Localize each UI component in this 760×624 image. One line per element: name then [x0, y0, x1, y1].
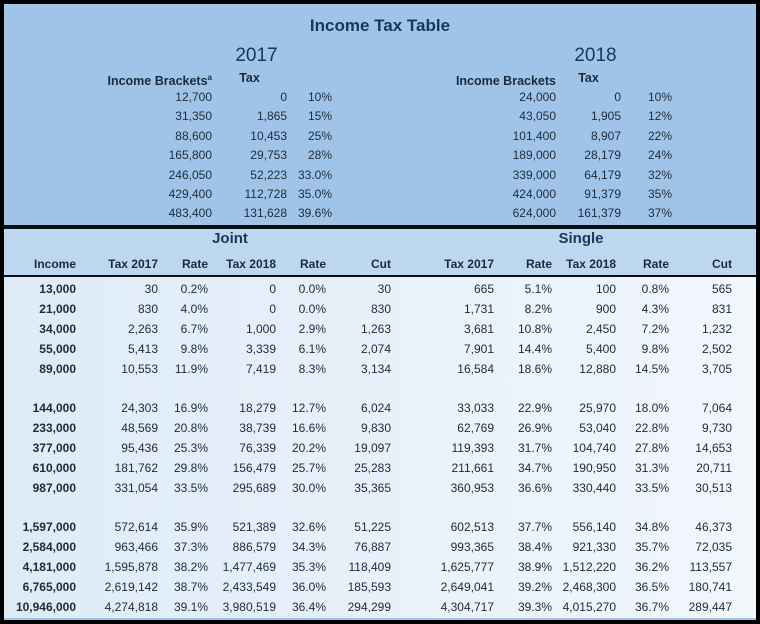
joint-rate-2017-value: 39.1% [173, 600, 208, 614]
tax-value: 1,905 [590, 109, 621, 124]
income-value: 233,000 [32, 421, 76, 435]
single-tax-2017-value: 2,649,041 [440, 580, 494, 594]
income-value: 144,000 [32, 401, 76, 415]
header-single-tax-2018: Tax 2018 [566, 257, 616, 271]
tax-value: 29,753 [250, 148, 287, 163]
table-row [4, 339, 756, 359]
single-rate-2018-value: 36.5% [634, 580, 669, 594]
joint-cut-value: 9,830 [360, 421, 391, 435]
year-row-2018 [376, 44, 672, 68]
single-cut-value: 113,557 [689, 560, 732, 574]
bracket-value: 31,350 [175, 109, 212, 124]
single-cut-value: 180,741 [688, 580, 732, 594]
single-tax-2018-value: 12,880 [579, 362, 616, 376]
bracket-row [376, 127, 672, 146]
bracket-value: 339,000 [512, 167, 556, 182]
year-row-2017 [34, 44, 332, 68]
joint-tax-2017-value: 181,762 [114, 461, 158, 475]
joint-rate-2018-value: 6.1% [298, 342, 326, 356]
header-single-tax-2017: Tax 2017 [444, 257, 494, 271]
income-value: 1,597,000 [22, 520, 76, 534]
joint-cut-value: 3,134 [360, 362, 391, 376]
joint-tax-2017-value: 963,466 [114, 540, 158, 554]
single-tax-2018-value: 2,468,300 [562, 580, 616, 594]
single-rate-2017-value: 39.3% [517, 600, 552, 614]
single-cut-value: 30,513 [695, 481, 732, 495]
single-rate-2017-value: 38.4% [517, 540, 552, 554]
single-group-label: Single [558, 230, 604, 247]
bracket-row [34, 146, 332, 165]
single-rate-2018-value: 0.8% [641, 282, 669, 296]
joint-rate-2018-value: 8.3% [298, 362, 326, 376]
joint-rate-2017-value: 11.9% [174, 362, 208, 376]
rate-value: 33.0% [297, 167, 332, 182]
single-tax-2018-value: 53,040 [579, 421, 616, 435]
single-rate-2018-value: 22.8% [634, 421, 669, 435]
joint-tax-2017-value: 48,569 [121, 421, 158, 435]
rate-value: 15% [307, 109, 332, 124]
single-rate-2017-value: 31.7% [517, 441, 552, 455]
joint-tax-2018-value: 0 [269, 302, 276, 316]
single-tax-2017-value: 16,584 [457, 362, 494, 376]
table-row [4, 398, 756, 418]
table-row [4, 418, 756, 438]
joint-tax-2018-value: 7,419 [245, 362, 276, 376]
tax-value: 0 [614, 90, 621, 104]
bracket-value: 24,000 [519, 90, 556, 104]
single-tax-2017-value: 119,393 [451, 441, 494, 455]
rate-value: 25% [307, 128, 332, 143]
single-tax-2017-value: 993,365 [450, 540, 494, 554]
single-tax-2018-value: 900 [595, 302, 616, 316]
tax-value: 8,907 [590, 128, 621, 143]
single-cut-value: 14,653 [695, 441, 732, 455]
single-rate-2018-value: 9.8% [641, 342, 669, 356]
header-joint-rate-2017: Rate [181, 257, 208, 271]
single-tax-2018-value: 1,512,220 [562, 560, 616, 574]
brackets-rows-2017 [34, 88, 332, 224]
single-tax-2018-value: 190,950 [572, 461, 616, 475]
tax-value: 10,453 [250, 128, 287, 143]
joint-cut-value: 19,097 [354, 441, 391, 455]
joint-rate-2017-value: 38.2% [173, 560, 208, 574]
joint-cut-value: 118,409 [348, 560, 391, 574]
income-value: 13,000 [39, 282, 76, 296]
joint-tax-2018-value: 76,339 [239, 441, 276, 455]
rate-value: 22% [647, 128, 672, 143]
joint-tax-2018-value: 0 [269, 282, 276, 296]
single-tax-2017-value: 665 [473, 282, 494, 296]
single-rate-2018-value: 27.8% [634, 441, 669, 455]
single-tax-2017-value: 1,731 [463, 302, 494, 316]
rate-value: 12% [647, 109, 672, 124]
bracket-row [34, 166, 332, 185]
bracket-row [34, 185, 332, 204]
comparison-header-band [4, 229, 756, 275]
income-value: 21,000 [39, 302, 76, 316]
joint-tax-2017-value: 331,054 [114, 481, 158, 495]
bracket-row [34, 204, 332, 223]
single-tax-2017-value: 62,769 [457, 421, 494, 435]
joint-rate-2018-value: 36.4% [291, 600, 326, 614]
tax-value: 1,865 [256, 109, 287, 124]
single-rate-2018-value: 35.7% [634, 540, 669, 554]
bracket-value: 624,000 [512, 206, 556, 221]
single-cut-value: 565 [711, 282, 732, 296]
single-rate-2018-value: 14.5% [634, 362, 669, 376]
table-row [4, 597, 756, 617]
single-tax-2017-value: 3,681 [463, 322, 494, 336]
single-cut-value: 1,232 [701, 322, 732, 336]
income-value: 377,000 [32, 441, 76, 455]
header-joint-rate-2018: Rate [299, 257, 326, 271]
single-tax-2018-value: 330,440 [572, 481, 616, 495]
joint-rate-2017-value: 6.7% [180, 322, 208, 336]
rate-value: 35.0% [297, 186, 332, 201]
single-cut-value: 831 [711, 302, 732, 316]
joint-tax-2018-value: 2,433,549 [222, 580, 276, 594]
brackets-header-row-2018 [376, 68, 672, 88]
comparison-column-headers [4, 253, 732, 275]
brackets-column-header: Income Brackets$^a$ [107, 73, 212, 89]
income-value: 2,584,000 [22, 540, 76, 554]
single-cut-value: 2,502 [701, 342, 732, 356]
single-tax-2018-value: 2,450 [585, 322, 616, 336]
joint-rate-2017-value: 4.0% [180, 302, 208, 316]
brackets-rows-2018 [376, 88, 672, 224]
brackets-table-2018 [376, 42, 672, 224]
table-row [4, 438, 756, 458]
bracket-row [376, 166, 672, 185]
tax-column-header: Tax [239, 71, 260, 85]
joint-cut-value: 1,263 [360, 322, 391, 336]
single-cut-value: 289,447 [688, 600, 732, 614]
joint-tax-2017-value: 10,553 [121, 362, 158, 376]
single-cut-value: 3,705 [701, 362, 732, 376]
page-title: Income Tax Table [309, 16, 451, 35]
single-tax-2017-value: 33,033 [457, 401, 494, 415]
single-rate-2018-value: 31.3% [634, 461, 669, 475]
joint-tax-2018-value: 38,739 [239, 421, 276, 435]
joint-cut-value: 35,365 [354, 481, 391, 495]
joint-tax-2017-value: 1,595,878 [104, 560, 158, 574]
bracket-value: 165,800 [168, 148, 212, 163]
rate-value: 32% [647, 167, 672, 182]
joint-group-label: Joint [212, 230, 248, 247]
single-tax-2018-value: 921,330 [572, 540, 616, 554]
joint-rate-2017-value: 38.7% [173, 580, 208, 594]
single-tax-2018-value: 100 [595, 282, 616, 296]
single-rate-2018-value: 33.5% [634, 481, 669, 495]
single-tax-2018-value: 5,400 [585, 342, 616, 356]
single-rate-2017-value: 34.7% [517, 461, 552, 475]
joint-cut-value: 6,024 [360, 401, 391, 415]
header-single-cut: Cut [712, 257, 732, 271]
year-label-2018: 2018 [574, 45, 617, 66]
joint-rate-2018-value: 30.0% [291, 481, 326, 495]
joint-rate-2017-value: 35.9% [173, 520, 208, 534]
joint-tax-2018-value: 1,477,469 [222, 560, 276, 574]
bracket-row [376, 204, 672, 223]
joint-rate-2017-value: 0.2% [180, 282, 208, 296]
header-joint-cut: Cut [371, 257, 391, 271]
bracket-value: 429,400 [168, 186, 212, 201]
bracket-row [34, 107, 332, 126]
joint-tax-2017-value: 24,303 [121, 401, 158, 415]
joint-tax-2018-value: 156,479 [232, 461, 276, 475]
income-value: 10,946,000 [15, 600, 76, 614]
joint-tax-2017-value: 95,436 [121, 441, 158, 455]
joint-cut-value: 185,593 [347, 580, 391, 594]
single-tax-2017-value: 1,625,777 [440, 560, 494, 574]
single-tax-2017-value: 360,953 [450, 481, 494, 495]
single-cut-value: 72,035 [695, 540, 732, 554]
single-rate-2018-value: 18.0% [634, 401, 669, 415]
joint-tax-2018-value: 1,000 [245, 322, 276, 336]
table-row [4, 458, 756, 478]
single-tax-2017-value: 4,304,717 [440, 600, 494, 614]
single-cut-value: 7,064 [701, 401, 732, 415]
bracket-value: 246,050 [168, 167, 212, 182]
joint-rate-2018-value: 0.0% [298, 302, 326, 316]
table-row [4, 478, 756, 498]
tax-value: 64,179 [584, 167, 621, 182]
joint-rate-2018-value: 32.6% [291, 520, 326, 534]
bracket-row [376, 146, 672, 165]
single-rate-2018-value: 36.7% [634, 600, 669, 614]
joint-cut-value: 830 [370, 302, 391, 316]
rate-value: 39.6% [297, 206, 332, 221]
tax-value: 112,728 [244, 186, 287, 201]
single-rate-2017-value: 18.6% [517, 362, 552, 376]
joint-tax-2017-value: 4,274,818 [104, 600, 158, 614]
rate-value: 35% [647, 186, 672, 201]
bracket-value: 101,400 [512, 128, 556, 143]
joint-tax-2018-value: 886,579 [232, 540, 276, 554]
table-row [4, 299, 756, 319]
joint-rate-2017-value: 37.3% [173, 540, 208, 554]
bracket-row [376, 185, 672, 204]
income-value: 610,000 [32, 461, 76, 475]
joint-rate-2017-value: 29.8% [173, 461, 208, 475]
joint-tax-2017-value: 5,413 [127, 342, 158, 356]
joint-rate-2017-value: 20.8% [173, 421, 208, 435]
joint-tax-2018-value: 295,689 [232, 481, 276, 495]
joint-rate-2018-value: 12.7% [291, 401, 326, 415]
joint-tax-2017-value: 30 [144, 282, 158, 296]
table-row [4, 319, 756, 339]
income-value: 55,000 [39, 342, 76, 356]
single-cut-value: 20,711 [696, 461, 732, 475]
bracket-row [34, 127, 332, 146]
brackets-table-2017 [34, 42, 332, 224]
joint-cut-value: 2,074 [360, 342, 391, 356]
year-label-2017: 2017 [235, 45, 278, 66]
single-cut-value: 9,730 [701, 421, 732, 435]
single-tax-2018-value: 4,015,270 [562, 600, 616, 614]
bracket-value: 189,000 [512, 148, 556, 163]
tax-value: 131,628 [243, 206, 287, 221]
joint-tax-2017-value: 830 [137, 302, 158, 316]
joint-cut-value: 51,225 [354, 520, 391, 534]
tax-value: 91,379 [584, 186, 621, 201]
single-tax-2018-value: 104,740 [572, 441, 616, 455]
single-rate-2018-value: 4.3% [641, 302, 669, 316]
rate-value: 37% [647, 206, 672, 221]
joint-tax-2018-value: 3,339 [245, 342, 276, 356]
income-value: 4,181,000 [22, 560, 76, 574]
bracket-row [34, 88, 332, 107]
joint-cut-value: 76,887 [354, 540, 391, 554]
single-tax-2017-value: 602,513 [450, 520, 494, 534]
rate-value: 24% [647, 148, 672, 163]
joint-rate-2018-value: 2.9% [298, 322, 326, 336]
joint-tax-2017-value: 572,614 [114, 520, 158, 534]
bracket-value: 424,000 [512, 186, 556, 201]
joint-rate-2018-value: 36.0% [291, 580, 326, 594]
tax-value: 52,223 [250, 167, 287, 182]
single-rate-2017-value: 36.6% [517, 481, 552, 495]
single-rate-2018-value: 34.8% [634, 520, 669, 534]
rate-value: 10% [647, 90, 672, 104]
brackets-section [4, 4, 756, 225]
bracket-value: 43,050 [519, 109, 556, 124]
rate-value: 10% [307, 90, 332, 104]
joint-rate-2018-value: 25.7% [291, 461, 326, 475]
single-rate-2017-value: 39.2% [517, 580, 552, 594]
joint-cut-value: 30 [377, 282, 391, 296]
joint-rate-2018-value: 20.2% [291, 441, 326, 455]
single-rate-2017-value: 14.4% [517, 342, 552, 356]
single-tax-2017-value: 211,661 [451, 461, 494, 475]
table-row [4, 359, 756, 379]
header-joint-tax-2018: Tax 2018 [226, 257, 276, 271]
tax-value: 0 [280, 90, 287, 104]
single-rate-2017-value: 8.2% [524, 302, 552, 316]
single-rate-2017-value: 26.9% [517, 421, 552, 435]
single-rate-2018-value: 7.2% [641, 322, 669, 336]
single-cut-value: 46,373 [695, 520, 732, 534]
single-rate-2018-value: 36.2% [634, 560, 669, 574]
brackets-tables [4, 42, 756, 224]
joint-tax-2017-value: 2,619,142 [104, 580, 158, 594]
joint-tax-2018-value: 3,980,519 [222, 600, 276, 614]
table-row [4, 517, 756, 537]
bracket-value: 12,700 [175, 90, 212, 104]
joint-tax-2018-value: 18,279 [239, 401, 276, 415]
single-rate-2017-value: 22.9% [517, 401, 552, 415]
single-tax-2018-value: 25,970 [579, 401, 616, 415]
brackets-header-row-2017 [34, 68, 332, 88]
tax-value: 28,179 [584, 148, 621, 163]
joint-cut-value: 25,283 [354, 461, 391, 475]
table-row [4, 577, 756, 597]
joint-rate-2018-value: 35.3% [291, 560, 326, 574]
income-value: 89,000 [39, 362, 76, 376]
single-rate-2017-value: 37.7% [517, 520, 552, 534]
joint-rate-2018-value: 34.3% [291, 540, 326, 554]
income-value: 987,000 [32, 481, 76, 495]
joint-rate-2017-value: 16.9% [173, 401, 208, 415]
joint-tax-2018-value: 521,389 [232, 520, 276, 534]
joint-rate-2017-value: 25.3% [173, 441, 208, 455]
bracket-value: 483,400 [168, 206, 212, 221]
bracket-row [376, 88, 672, 107]
header-joint-tax-2017: Tax 2017 [108, 257, 158, 271]
single-tax-2018-value: 556,140 [572, 520, 616, 534]
single-rate-2017-value: 38.9% [517, 560, 552, 574]
header-single-rate-2018: Rate [642, 257, 669, 271]
income-value: 6,765,000 [22, 580, 76, 594]
joint-rate-2018-value: 0.0% [298, 282, 326, 296]
table-row [4, 279, 756, 299]
joint-rate-2017-value: 33.5% [173, 481, 208, 495]
table-row [4, 537, 756, 557]
income-value: 34,000 [39, 322, 76, 336]
joint-cut-value: 294,299 [347, 600, 391, 614]
table-row [4, 557, 756, 577]
single-rate-2017-value: 5.1% [524, 282, 552, 296]
tax-column-header: Tax [578, 71, 599, 85]
header-single-rate-2017: Rate [525, 257, 552, 271]
joint-rate-2017-value: 9.8% [180, 342, 208, 356]
joint-rate-2018-value: 16.6% [291, 421, 326, 435]
bracket-value: 88,600 [175, 128, 212, 143]
comparison-rows [4, 277, 756, 618]
rate-value: 28% [307, 148, 332, 163]
single-tax-2017-value: 7,901 [463, 342, 494, 356]
bracket-row [376, 107, 672, 126]
joint-tax-2017-value: 2,263 [127, 322, 158, 336]
tax-value: 161,379 [577, 206, 621, 221]
footnote-marker: a [207, 73, 212, 82]
single-rate-2017-value: 10.8% [517, 322, 552, 336]
header-income: Income [33, 257, 76, 271]
brackets-column-header: Income Brackets [455, 74, 556, 89]
